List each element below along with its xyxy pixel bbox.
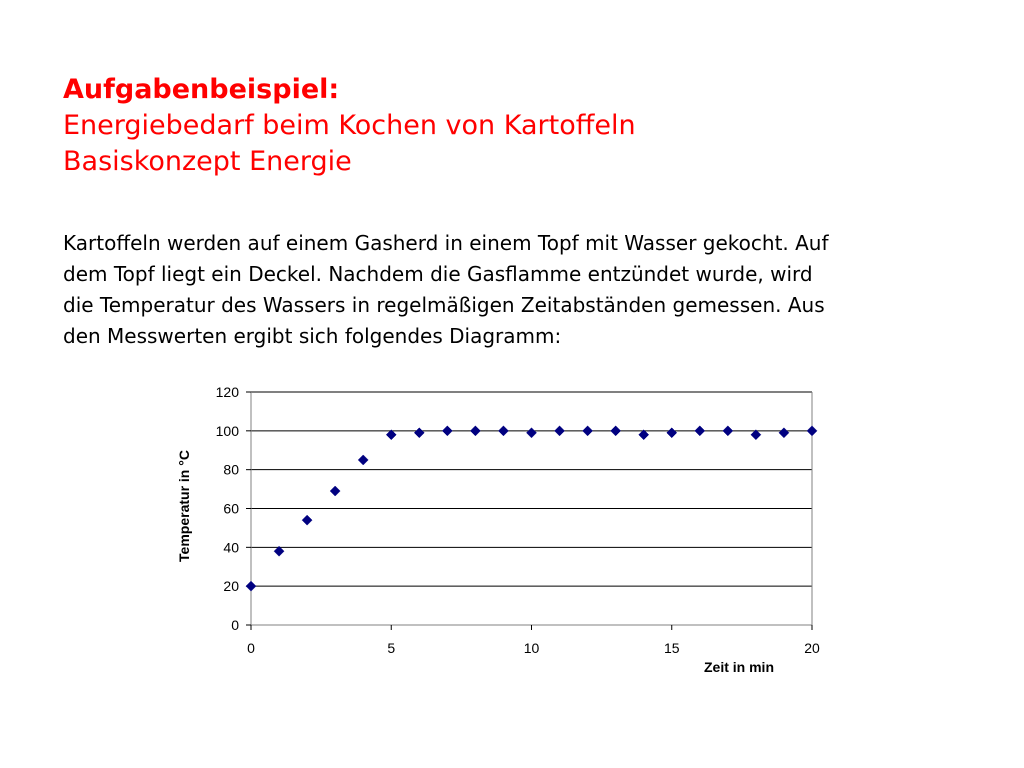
title-concept: Basiskonzept Energie xyxy=(63,146,352,177)
data-point xyxy=(246,581,256,591)
data-point xyxy=(358,455,368,465)
x-axis-label: Zeit in min xyxy=(704,659,774,675)
task-text-line: Kartoffeln werden auf einem Gasherd in einem Topf mit Wasser gekocht. Auf xyxy=(63,231,829,255)
y-tick-label: 80 xyxy=(223,461,239,478)
data-point xyxy=(498,426,508,436)
data-point xyxy=(611,426,621,436)
y-axis-label: Temperatur in °C xyxy=(176,450,192,562)
data-point xyxy=(330,486,340,496)
x-tick-label: 15 xyxy=(663,640,680,656)
data-point xyxy=(583,426,593,436)
y-tick-label: 0 xyxy=(231,617,239,633)
data-point xyxy=(695,426,705,436)
data-point xyxy=(302,515,312,525)
temperature-chart xyxy=(160,372,840,692)
x-tick-label: 10 xyxy=(523,640,540,656)
data-point xyxy=(667,428,677,438)
y-tick-label: 60 xyxy=(223,500,239,517)
y-tick-label: 100 xyxy=(215,422,239,439)
y-tick-label: 40 xyxy=(223,539,239,556)
data-point xyxy=(414,428,424,438)
x-tick-label: 5 xyxy=(387,640,396,656)
task-text-line: den Messwerten ergibt sich folgendes Diagramm: xyxy=(63,324,562,348)
data-point xyxy=(723,426,733,436)
x-tick-label: 0 xyxy=(247,640,255,656)
data-point xyxy=(807,426,817,436)
y-tick-label: 120 xyxy=(215,384,239,400)
x-tick-label: 20 xyxy=(804,640,820,656)
task-text-line: dem Topf liegt ein Deckel. Nachdem die Gasflamme entzündet wurde, wird xyxy=(63,262,813,286)
data-point xyxy=(555,426,565,436)
slide-title xyxy=(63,72,636,180)
data-point xyxy=(442,426,452,436)
data-point xyxy=(470,426,480,436)
data-point xyxy=(779,428,789,438)
data-point xyxy=(527,428,537,438)
task-description xyxy=(63,228,963,352)
task-text-line: die Temperatur des Wassers in regelmäßigen Zeitabständen gemessen. Aus xyxy=(63,293,825,317)
y-tick-label: 20 xyxy=(223,578,239,595)
title-label: Aufgabenbeispiel: xyxy=(63,74,340,105)
title-topic: Energiebedarf beim Kochen von Kartoffeln xyxy=(63,110,636,141)
